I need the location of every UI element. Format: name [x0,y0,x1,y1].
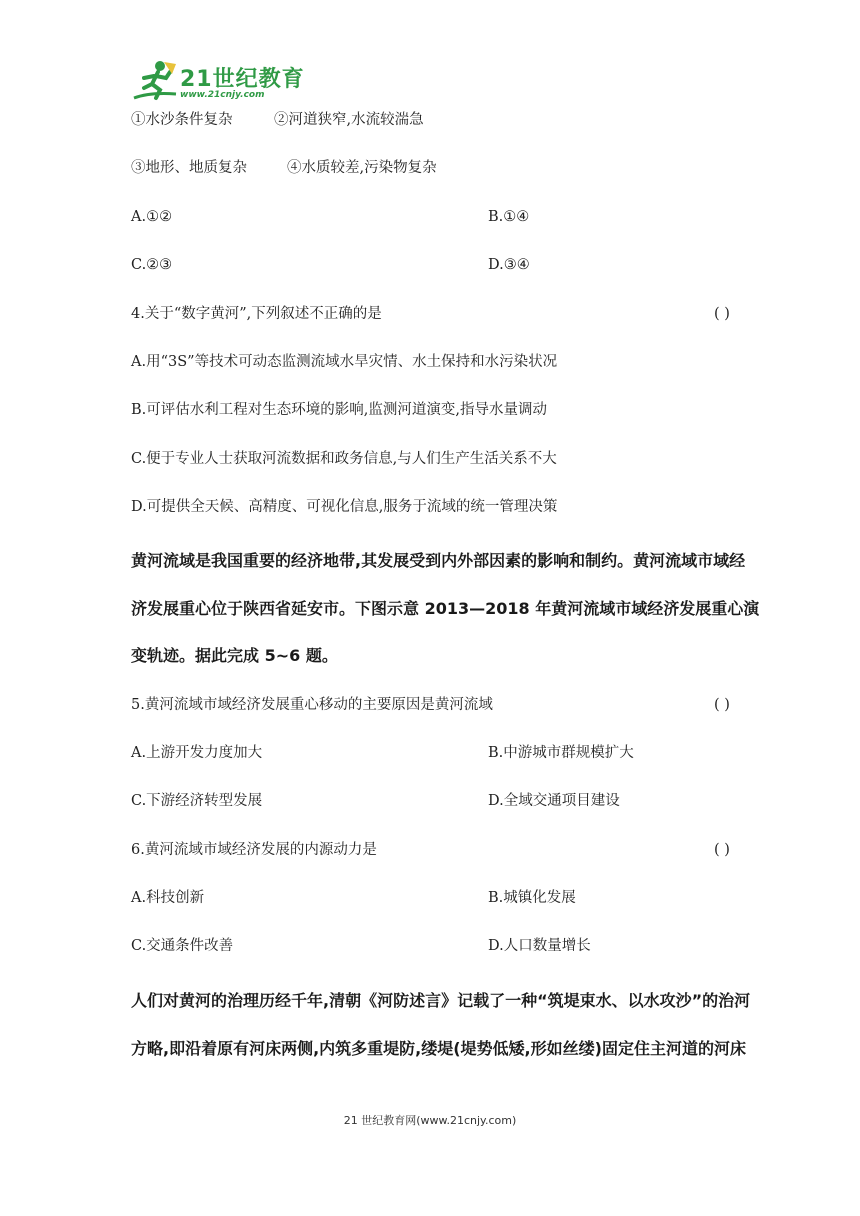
page-footer: 21 世纪教育网(www.21cnjy.com) [343,1114,517,1127]
q6-option-d: D.人口数量增长 [488,938,591,954]
logo-title: 21世纪教育 [180,67,305,92]
q4-stem: 4.关于“数字黄河”,下列叙述不正确的是 [131,306,382,322]
passage1-line-2: 济发展重心位于陕西省延安市。下图示意 2013—2018 年黄河流域市域经济发展重心演 [131,599,760,618]
q5-answer-blank: ( ) [714,697,730,713]
passage1-line-3: 变轨迹。据此完成 5~6 题。 [131,646,338,665]
q6-stem: 6.黄河流域市域经济发展的内源动力是 [131,842,377,858]
q6-option-a: A.科技创新 [131,890,205,906]
q4-answer-blank: ( ) [714,306,730,322]
q6-option-b: B.城镇化发展 [488,890,576,906]
q6-option-c: C.交通条件改善 [131,938,234,954]
q3-item-1: ①水沙条件复杂 [131,112,233,128]
q5-option-b: B.中游城市群规模扩大 [488,745,634,761]
passage1-line-1: 黄河流域是我国重要的经济地带,其发展受到内外部因素的影响和制约。黄河流域市域经 [131,551,746,570]
q3-item-3: ③地形、地质复杂 [131,160,247,176]
q4-option-a: A.用“3S”等技术可动态监测流域水旱灾情、水土保持和水污染状况 [131,354,558,370]
q3-option-a: A.①② [131,209,173,225]
logo-url: www.21cnjy.com [180,90,265,100]
q3-item-4: ④水质较差,污染物复杂 [287,160,437,176]
q3-item-2: ②河道狭窄,水流较湍急 [274,112,424,128]
q5-option-a: A.上游开发力度加大 [131,745,263,761]
passage2-line-2: 方略,即沿着原有河床两侧,内筑多重堤防,缕堤(堤势低矮,形如丝缕)固定住主河道的河床 [131,1039,746,1058]
q3-option-d: D.③④ [488,257,530,273]
q4-option-c: C.便于专业人士获取河流数据和政务信息,与人们生产生活关系不大 [131,451,557,467]
passage2-line-1: 人们对黄河的治理历经千年,清朝《河防述言》记载了一种“筑堤束水、以水攻沙”的治河 [131,991,751,1010]
runner-icon [130,58,182,104]
q4-option-b: B.可评估水利工程对生态环境的影响,监测河道演变,指导水量调动 [131,402,547,418]
q6-answer-blank: ( ) [714,842,730,858]
q5-stem: 5.黄河流域市域经济发展重心移动的主要原因是黄河流域 [131,697,493,713]
q5-option-d: D.全域交通项目建设 [488,793,620,809]
site-logo [130,58,310,104]
q3-option-c: C.②③ [131,257,173,273]
q5-option-c: C.下游经济转型发展 [131,793,263,809]
q4-option-d: D.可提供全天候、高精度、可视化信息,服务于流域的统一管理决策 [131,499,558,515]
q3-option-b: B.①④ [488,209,530,225]
